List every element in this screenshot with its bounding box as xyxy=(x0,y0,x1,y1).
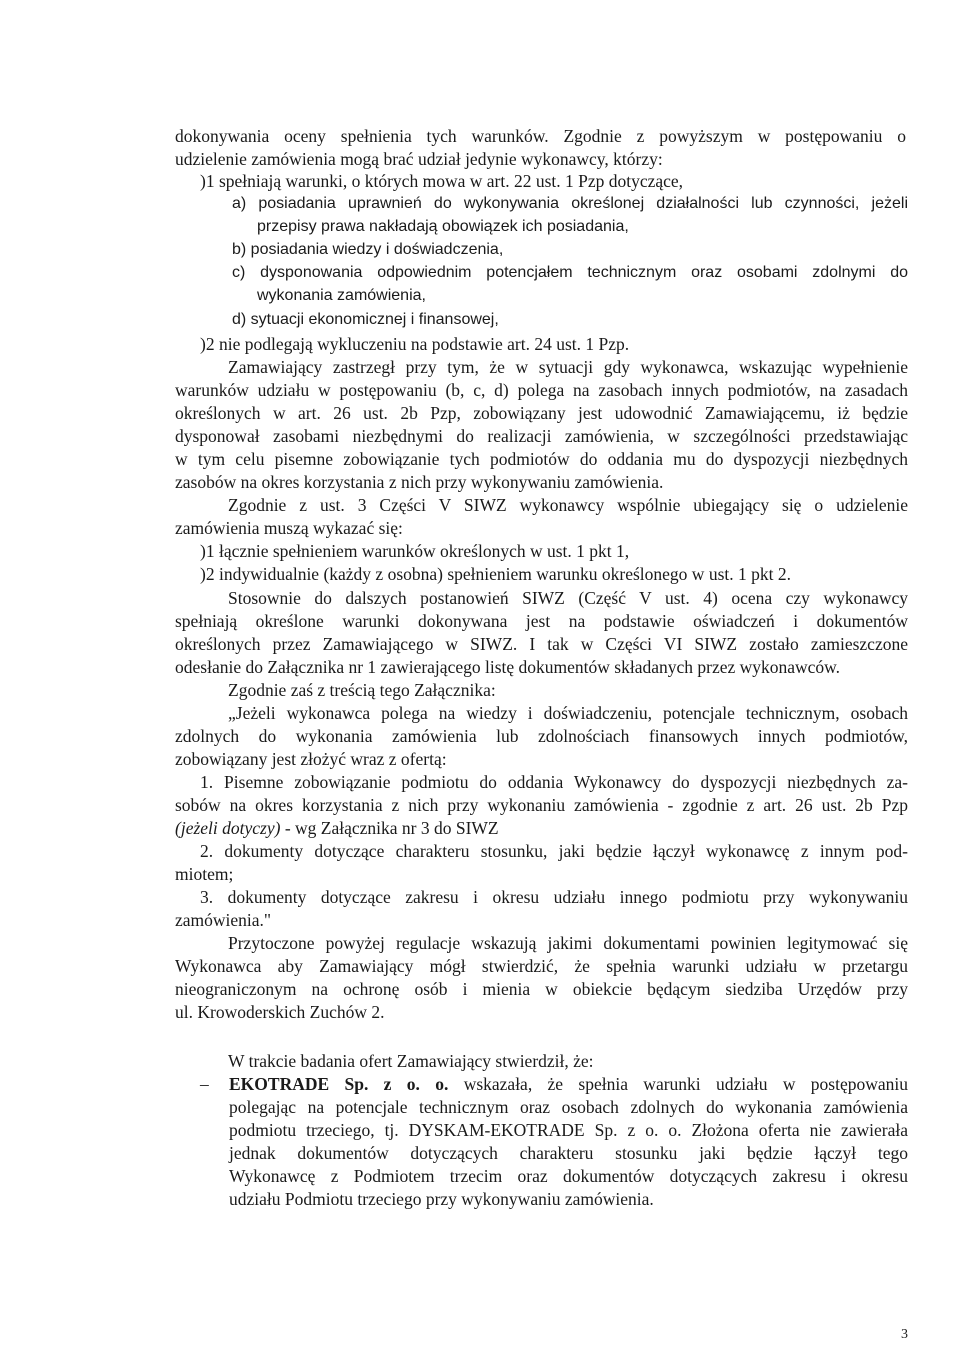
quote-line: zdolnych do wykonania zamówienia lub zdolnościach finansowych innych podmiotów, xyxy=(175,726,908,746)
text-line: udziału Podmiotu trzeciego przy wykonywaniu zamówienia. xyxy=(229,1189,654,1209)
italic-note: (jeżeli dotyczy) xyxy=(175,818,281,838)
text-line: podmiotu trzeciego, tj. DYSKAM-EKOTRADE Sp. z o. o. Złożona oferta nie zawierała xyxy=(229,1120,908,1140)
text-line: Wykonawcę z Podmiotem trzecim oraz dokumentów dotyczących zakresu i okresu xyxy=(229,1166,908,1186)
text-line: zamówienia muszą wykazać się: xyxy=(175,518,403,538)
text-line: zasobów na okres korzystania z nich przy wykonywaniu zamówienia. xyxy=(175,472,664,492)
text-line: W trakcie badania ofert Zamawiający stwierdził, że: xyxy=(228,1051,594,1071)
text-line: jednak dokumentów dotyczących charakteru stosunku jaki będzie łączył tego xyxy=(229,1143,908,1163)
dash-bullet: – xyxy=(200,1074,209,1094)
text-line: Wykonawca aby Zamawiający mógł stwierdzić, że spełnia warunki udziału w przetargu xyxy=(175,956,908,976)
list-item: d) sytuacji ekonomicznej i finansowej, xyxy=(232,311,499,328)
list-item: )1 spełniają warunki, o których mowa w art. 22 ust. 1 Pzp dotyczące, xyxy=(200,171,684,191)
text-line xyxy=(229,1073,908,1095)
text-line: nieograniczonym na ochronę osób i mienia w obiekcie będącym siedziba Urzędów przy xyxy=(175,979,908,999)
text-line: Przytoczone powyżej regulacje wskazują jakimi dokumentami powinien legitymować się xyxy=(228,933,908,953)
text-line: dysponował zasobami niezbędnymi do realizacji zamówienia, w szczególności przedstawiając xyxy=(175,426,908,446)
quote-line: sobów na okres korzystania z nich przy wykonaniu zamówienia - zgodnie z art. 26 ust. 2b Pzp xyxy=(175,795,908,815)
list-item: a) posiadania uprawnień do wykonywania określonej działalności lub czynności, jeżeli xyxy=(232,195,908,212)
quote-line: „Jeżeli wykonawca polega na wiedzy i doświadczeniu, potencjale technicznym, osobach xyxy=(228,703,908,723)
quote-line: zobowiązany jest złożyć wraz z ofertą: xyxy=(175,749,447,769)
list-item: b) posiadania wiedzy i doświadczenia, xyxy=(232,241,504,258)
text-line: określonych w art. 26 ust. 2b Pzp, zobowiązany jest udowodnić Zamawiającemu, iż będzie xyxy=(175,403,908,423)
text-line: w tym celu pisemne zobowiązanie tych podmiotów do oddania mu do dyspozycji niezbędnych xyxy=(175,449,908,469)
text-line: dokonywania oceny spełnienia tych warunków. Zgodnie z powyższym w postępowaniu o xyxy=(175,126,906,146)
quote-line: zamówienia." xyxy=(175,910,272,930)
text-line: udzielenie zamówienia mogą brać udział jedynie wykonawcy, którzy: xyxy=(175,149,663,169)
list-item: c) dysponowania odpowiednim potencjałem technicznym oraz osobami zdolnymi do xyxy=(232,264,908,281)
text-line: polegając na potencjale technicznym oraz osobach zdolnych do wykonania zamówienia xyxy=(229,1097,908,1117)
text-line: wykonania zamówienia, xyxy=(257,287,426,304)
list-item: )2 nie podlegają wykluczeniu na podstawie art. 24 ust. 1 Pzp. xyxy=(200,334,630,354)
text-line: Stosownie do dalszych postanowień SIWZ (Część V ust. 4) ocena czy wykonawcy xyxy=(228,588,908,608)
list-item: )2 indywidualnie (każdy z osobna) spełnieniem warunku określonego w ust. 1 pkt 2. xyxy=(200,564,791,584)
text-line: Zgodnie z ust. 3 Części V SIWZ wykonawcy wspólnie ubiegający się o udzielenie xyxy=(228,495,908,515)
line-text: wskazała, że spełnia warunki udziału w postępowaniu xyxy=(448,1074,909,1094)
text-line: Zamawiający zastrzegł przy tym, że w sytuacji gdy wykonawca, wskazując wypełnienie xyxy=(228,357,908,377)
text-line: warunków udziału w postępowaniu (b, c, d) polega na zasobach innych podmiotów, na zasadach xyxy=(175,380,908,400)
quote-line: 2. dokumenty dotyczące charakteru stosunku, jaki będzie łączył wykonawcę z innym pod- xyxy=(200,841,908,861)
text-line: Zgodnie zaś z treścią tego Załącznika: xyxy=(228,680,496,700)
text-line: przepisy prawa nakładają obowiązek ich posiadania, xyxy=(257,218,629,235)
text-line: spełniają określone warunki dokonywana jest na podstawie oświadczeń i dokumentów xyxy=(175,611,908,631)
text-line: ul. Krowoderskich Zuchów 2. xyxy=(175,1002,385,1022)
quote-text: - wg Załącznika nr 3 do SIWZ xyxy=(280,818,499,838)
quote-line xyxy=(175,817,499,839)
text-line: określonych przez Zamawiającego w SIWZ. I tak w Części VI SIWZ zostało zamieszczone xyxy=(175,634,908,654)
text-line: odesłanie do Załącznika nr 1 zawierającego listę dokumentów składanych przez wykonawców. xyxy=(175,657,841,677)
page-number: 3 xyxy=(901,1327,908,1342)
company-name: EKOTRADE Sp. z o. o. xyxy=(229,1074,449,1094)
quote-line: 3. dokumenty dotyczące zakresu i okresu udziału innego podmiotu przy wykonywaniu xyxy=(200,887,908,907)
quote-line: miotem; xyxy=(175,864,234,884)
quote-line: 1. Pisemne zobowiązanie podmiotu do oddania Wykonawcy do dyspozycji niezbędnych za- xyxy=(200,772,908,792)
list-item: )1 łącznie spełnieniem warunków określonych w ust. 1 pkt 1, xyxy=(200,541,630,561)
